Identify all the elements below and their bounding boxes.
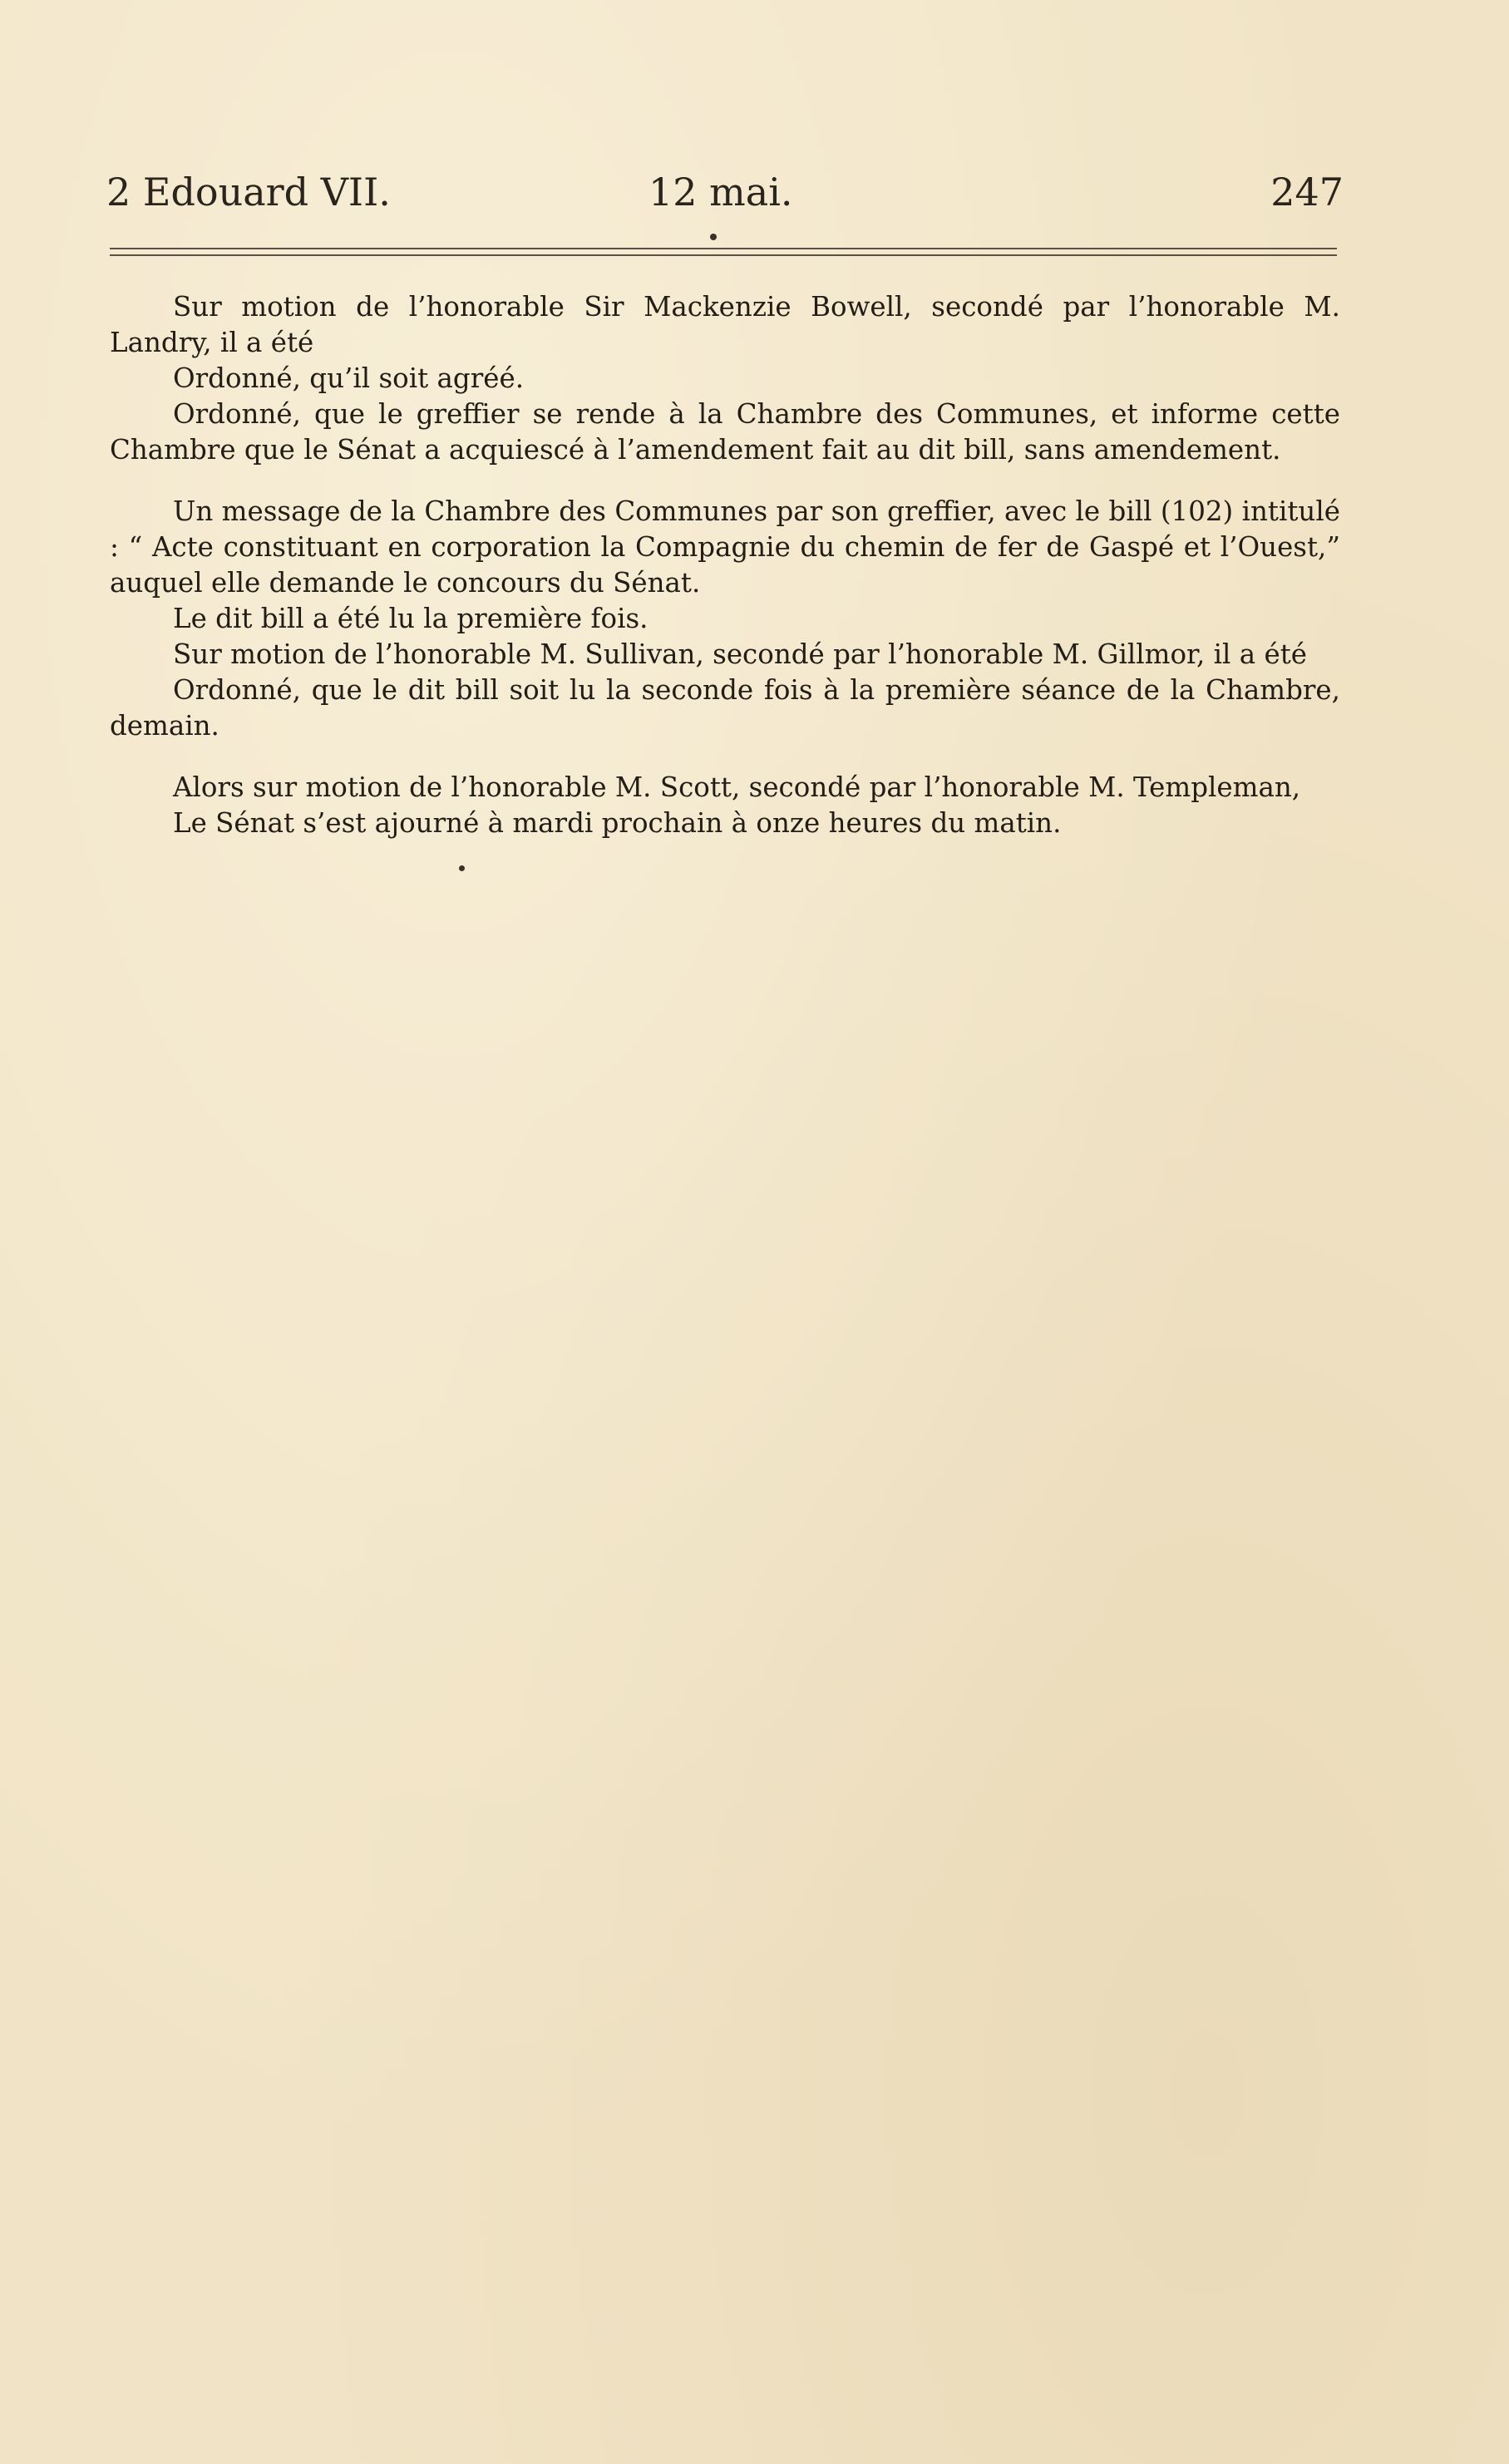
motion-scott-templeman: Alors sur motion de l’honorable M. Scott, secondé par l’honorable M. Templeman, [173, 771, 1301, 803]
order-agreed: Ordonné, qu’il soit agréé. [173, 362, 525, 394]
order-second-reading: Ordonné, que le dit bill soit lu la seconde fois à la première séance de la Chambre, demain. [110, 674, 1340, 742]
journal-entries [110, 289, 1340, 841]
header-regnal-year: 2 Edouard VII. [106, 170, 391, 214]
motion-bowell-landry: Sur motion de l’honorable Sir Mackenzie Bowell, secondé par l’honorable M. Landry, il a été [110, 291, 1340, 358]
motion-sullivan-gillmor: Sur motion de l’honorable M. Sullivan, secondé par l’honorable M. Gillmor, il a été [173, 638, 1308, 670]
print-speck [710, 234, 717, 240]
header-rule-top [110, 248, 1337, 249]
order-clerk-inform-commons: Ordonné, que le greffier se rende à la Chambre des Communes, et informe cette Chambre que le Sénat a acquiescé à l’amendement fait au dit bill, sans amendement. [110, 398, 1340, 466]
paragraph-spacer [110, 744, 1340, 770]
message-bill-102: Un message de la Chambre des Communes par son greffier, avec le bill (102) intitulé : “ Acte constituant en corporation la Compagnie du chemin de fer de Gaspé et l’Ouest,” auquel elle demande le concours du Sénat. [110, 495, 1340, 599]
paragraph-spacer [110, 468, 1340, 494]
adjournment: Le Sénat s’est ajourné à mardi prochain à onze heures du matin. [173, 807, 1062, 839]
print-speck [459, 865, 465, 871]
header-rule-bottom [110, 254, 1337, 256]
running-header [106, 163, 1344, 221]
header-page-number: 247 [1270, 170, 1344, 214]
header-date: 12 mai. [648, 170, 793, 214]
first-reading: Le dit bill a été lu la première fois. [173, 603, 648, 634]
